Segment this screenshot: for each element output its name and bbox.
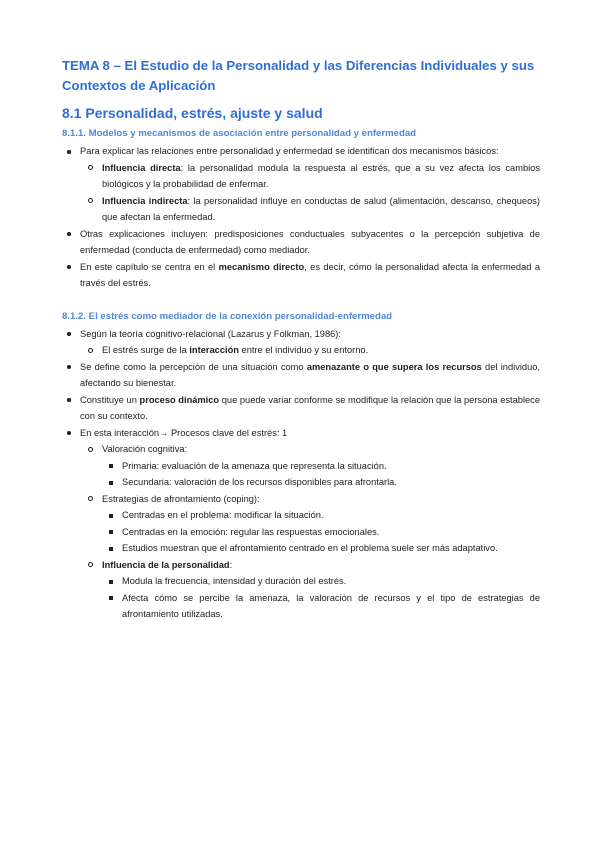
- list-item: [62, 392, 540, 425]
- list-item: [104, 524, 540, 541]
- bold-term: mecanismo directo: [218, 261, 305, 272]
- bullet-list: [62, 326, 540, 623]
- list-item: [84, 193, 540, 226]
- list-item-text: del individuo, afectando su bienestar.: [80, 361, 540, 388]
- subsection-heading-2: 8.1.2. El estrés como mediador de la conexión personalidad-enfermedad: [62, 310, 393, 322]
- list-item: [62, 359, 540, 392]
- sub-sub-list: [104, 573, 540, 623]
- list-item: [62, 226, 540, 259]
- bold-term: Influencia de la personalidad: [102, 559, 230, 570]
- sub-sub-list: [104, 507, 540, 557]
- list-item-text: Valoración cognitiva:: [102, 444, 188, 454]
- list-item-text: Estudios muestran que el afrontamiento centrado en el problema suele ser más adaptativo.: [122, 543, 498, 553]
- subsection-heading-1: 8.1.1. Modelos y mecanismos de asociación entre personalidad y enfermedad: [62, 128, 417, 139]
- list-item-text: :: [229, 559, 233, 570]
- list-item-text: Se define como la percepción de una situación como: [80, 361, 307, 372]
- list-item: [84, 160, 540, 193]
- bold-term: Influencia directa: [102, 162, 181, 173]
- list-item-text: Según la teoría cognitivo-relacional (Lazarus y Folkman, 1986):: [80, 328, 341, 339]
- bold-term: interacción: [189, 345, 239, 355]
- list-item: [62, 425, 540, 623]
- list-item-text: Primaria: evaluación de la amenaza que representa la situación.: [122, 460, 387, 471]
- list-item-text: En este capítulo se centra en el: [80, 261, 219, 272]
- list-item-text: Afecta cómo se percibe la amenaza, la valoración de recursos y el tipo de estrategias de afrontamiento utilizadas.: [122, 592, 540, 619]
- list-item: [104, 573, 540, 590]
- list-item-text: Centradas en el problema: modificar la situación.: [122, 510, 324, 520]
- sub-list: [84, 441, 540, 623]
- list-item-text: Estrategias de afrontamiento (coping):: [102, 493, 260, 504]
- sub-list: [84, 342, 540, 359]
- bold-term: Influencia indirecta: [102, 195, 188, 206]
- bold-term: proceso dinámico: [139, 394, 220, 405]
- list-item-text: entre el individuo y su entorno.: [238, 345, 369, 355]
- bold-term: amenazante o que supera los recursos: [306, 361, 482, 372]
- list-item: [104, 474, 540, 491]
- list-item-text: , es decir, cómo la personalidad afecta la enfermedad a través del estrés.: [80, 261, 540, 288]
- list-item: [104, 540, 540, 557]
- list-item-text: Centradas en la emoción: regular las respuestas emocionales.: [122, 526, 380, 537]
- list-item: [104, 458, 540, 475]
- sub-list: [84, 160, 540, 226]
- list-item-text: El estrés surge de la: [102, 345, 190, 355]
- list-item-text: : la personalidad modula la respuesta al estrés, que a su vez afecta los cambios biológicos y la probabilidad de enfermar.: [102, 162, 540, 189]
- list-item: [104, 590, 540, 623]
- list-item-text: Constituye un: [80, 394, 140, 405]
- list-item: [84, 557, 540, 623]
- list-item-text: Otras explicaciones incluyen: predisposiciones conductuales subyacentes o la percepción subjetiva de enfermedad (conducta de enfermedad) como mediador.: [80, 228, 540, 255]
- bullet-list: [62, 143, 540, 292]
- list-item-text: : la personalidad influye en conductas de salud (alimentación, descanso, chequeos) que afectan la enfermedad.: [102, 195, 540, 222]
- list-item: [62, 143, 540, 226]
- document-title: TEMA 8 – El Estudio de la Personalidad y las Diferencias Individuales y sus Contextos de Aplicación: [62, 58, 535, 93]
- list-item: [84, 491, 540, 557]
- list-item: [104, 507, 540, 524]
- list-item: [62, 326, 540, 359]
- list-item: [84, 441, 540, 491]
- list-item-text: En esta interacción→ Procesos clave del estrés: 1: [80, 427, 288, 438]
- section-heading: 8.1 Personalidad, estrés, ajuste y salud: [62, 105, 323, 121]
- list-item: [62, 259, 540, 292]
- list-item-text: Para explicar las relaciones entre personalidad y enfermedad se identifican dos mecanismos básicos:: [80, 146, 499, 156]
- list-item-text: Modula la frecuencia, intensidad y duración del estrés.: [122, 576, 347, 586]
- list-item: [84, 342, 540, 359]
- list-item-text: que puede variar conforme se modifique la relación que la persona establece con su contexto.: [80, 394, 540, 421]
- sub-sub-list: [104, 458, 540, 491]
- list-item-text: Secundaria: valoración de los recursos disponibles para afrontarla.: [122, 477, 397, 487]
